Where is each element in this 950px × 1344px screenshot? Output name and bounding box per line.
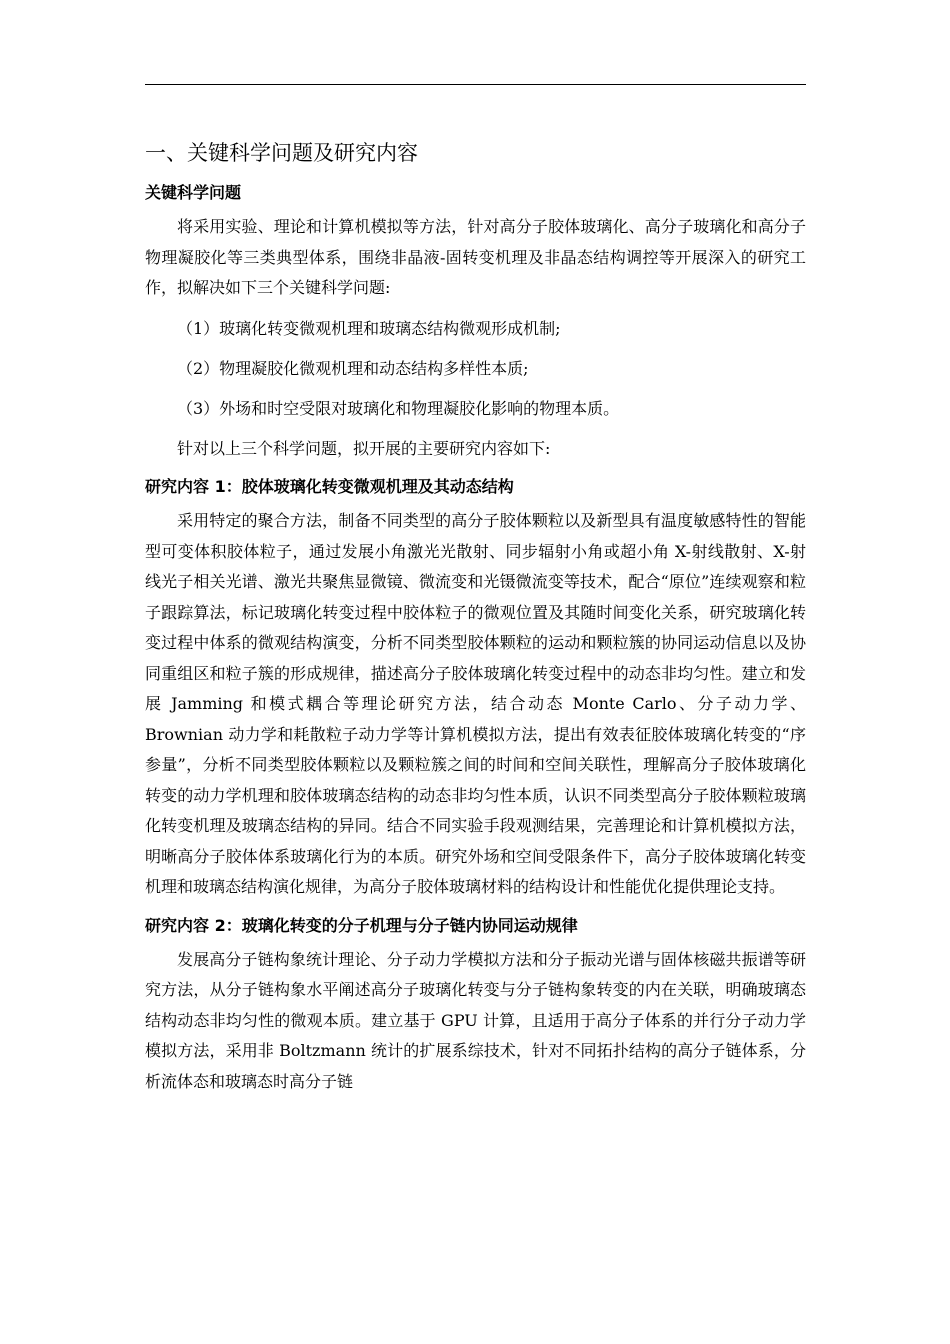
list-item: （3）外场和时空受限对玻璃化和物理凝胶化影响的物理本质。 [177,398,620,418]
header-rule [145,84,806,85]
subsection-title-content-1: 研究内容 1：胶体玻璃化转变微观机理及其动态结构 [145,477,514,496]
paragraph-content-1: 采用特定的聚合方法，制备不同类型的高分子胶体颗粒以及新型具有温度敏感特性的智能型可变体积胶体粒子，通过发展小角激光光散射、同步辐射小角或超小角 X-射线散射、X-射线光子相关光谱、激光共聚焦显微镜、微流变和光镊微流变等技术，配合“原位”连续观察和粒子跟踪算法，标记玻璃化转变过程中胶体粒子的微观位置及其随时间变化关系，研究玻璃化转变过程中体系的微观结构演变，分析不同类型胶体颗粒的运动和颗粒簇的协同运动信息以及协同重组区和粒子簇的形成规律，描述高分子胶体玻璃化转变过程中的动态非均匀性。建立和发展 Jamming 和模式耦合等理论研究方法，结合动态 Monte Carlo、分子动力学、Brownian 动力学和耗散粒子动力学等计算机模拟方法，提出有效表征胶体玻璃化转变的“序参量”，分析不同类型胶体颗粒以及颗粒簇之间的时间和空间关联性，理解高分子胶体玻璃化转变的动力学机理和胶体玻璃态结构的动态非均匀性本质，认识不同类型高分子胶体颗粒玻璃化转变机理及玻璃态结构的异同。结合不同实验手段观测结果，完善理论和计算机模拟方法，明晰高分子胶体体系玻璃化行为的本质。研究外场和空间受限条件下，高分子胶体玻璃化转变机理和玻璃态结构演化规律，为高分子胶体玻璃材料的结构设计和性能优化提供理论支持。 [145,511,806,896]
subsection-title-key-questions: 关键科学问题 [145,183,242,202]
paragraph-lead-in: 针对以上三个科学问题，拟开展的主要研究内容如下: [177,438,551,458]
paragraph-intro: 将采用实验、理论和计算机模拟等方法，针对高分子胶体玻璃化、高分子玻璃化和高分子物理凝胶化等三类典型体系，围绕非晶液-固转变机理及非晶态结构调控等开展深入的研究工作，拟解决如下三个关键科学问题: [145,217,806,297]
document-body [145,138,806,1097]
paragraph-content-2: 发展高分子链构象统计理论、分子动力学模拟方法和分子振动光谱与固体核磁共振谱等研究方法，从分子链构象水平阐述高分子玻璃化转变与分子链构象转变的内在关联，明确玻璃态结构动态非均匀性的微观本质。建立基于 GPU 计算，且适用于高分子体系的并行分子动力学模拟方法，采用非 Boltzmann 统计的扩展系综技术，针对不同拓扑结构的高分子链体系，分析流体态和玻璃态时高分子链 [145,949,806,1091]
list-item: （2）物理凝胶化微观机理和动态结构多样性本质; [177,358,529,378]
subsection-title-content-2: 研究内容 2：玻璃化转变的分子机理与分子链内协同运动规律 [145,915,578,935]
list-item: （1）玻璃化转变微观机理和玻璃态结构微观形成机制; [177,318,561,338]
section-title: 一、关键科学问题及研究内容 [145,141,418,165]
